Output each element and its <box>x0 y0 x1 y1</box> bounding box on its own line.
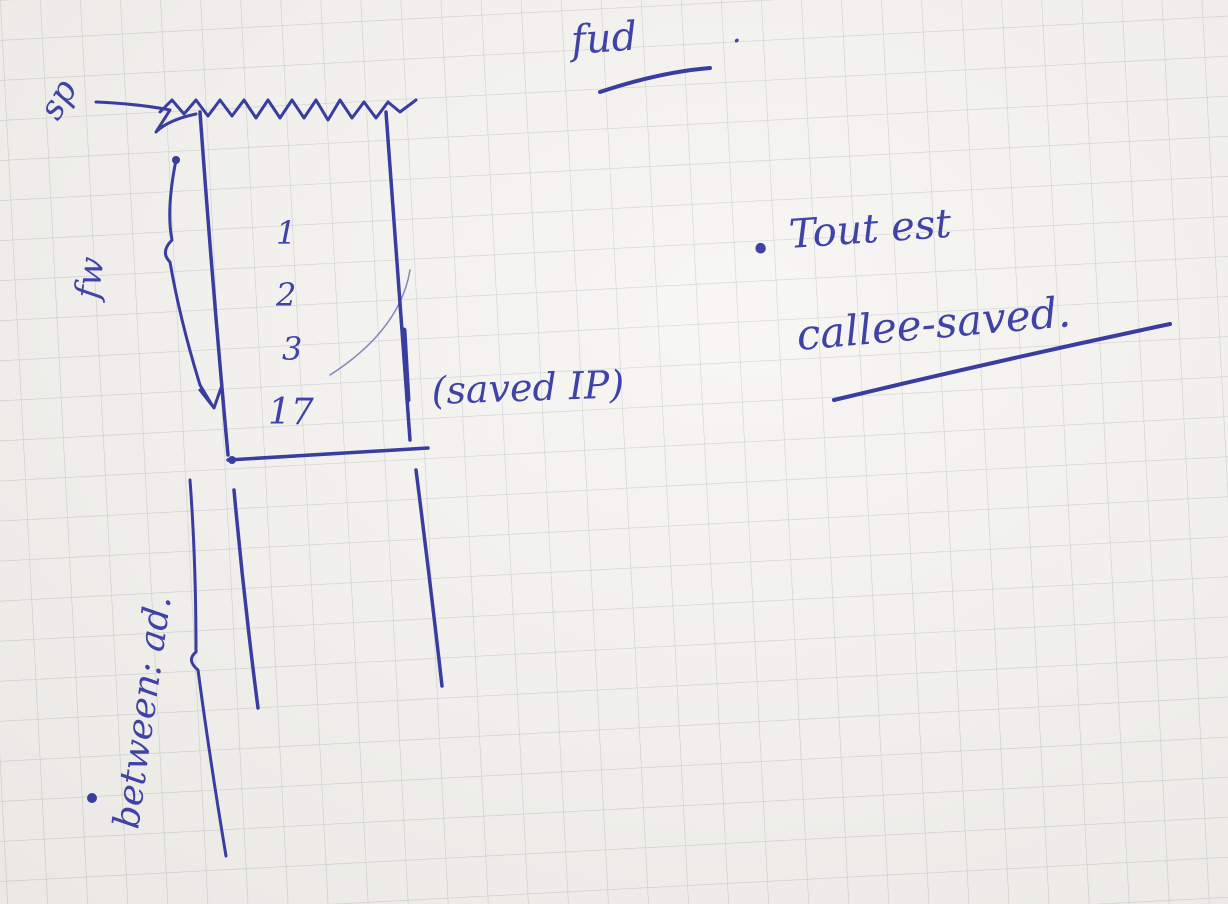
stack-slot-2: 2 <box>276 276 297 314</box>
header-dot: . <box>732 15 742 50</box>
sp-label: sp <box>31 72 86 127</box>
fw-label: fw <box>67 254 113 302</box>
stack-slot-17: 17 <box>268 392 314 433</box>
saved-ip-label: (saved IP) <box>430 362 625 413</box>
stack-slot-1: 1 <box>276 214 297 252</box>
stack-slot-3: 3 <box>282 330 303 368</box>
between-dot <box>87 793 97 803</box>
stack-bottom-dot <box>228 456 236 464</box>
note-line-1: Tout est <box>787 200 953 258</box>
note-bullet: • <box>750 230 772 271</box>
header-label: fud <box>569 13 639 64</box>
fw-brace-dot <box>172 156 180 164</box>
between-label: between: ad. <box>106 592 180 832</box>
note-line-2: callee-saved. <box>794 287 1073 360</box>
